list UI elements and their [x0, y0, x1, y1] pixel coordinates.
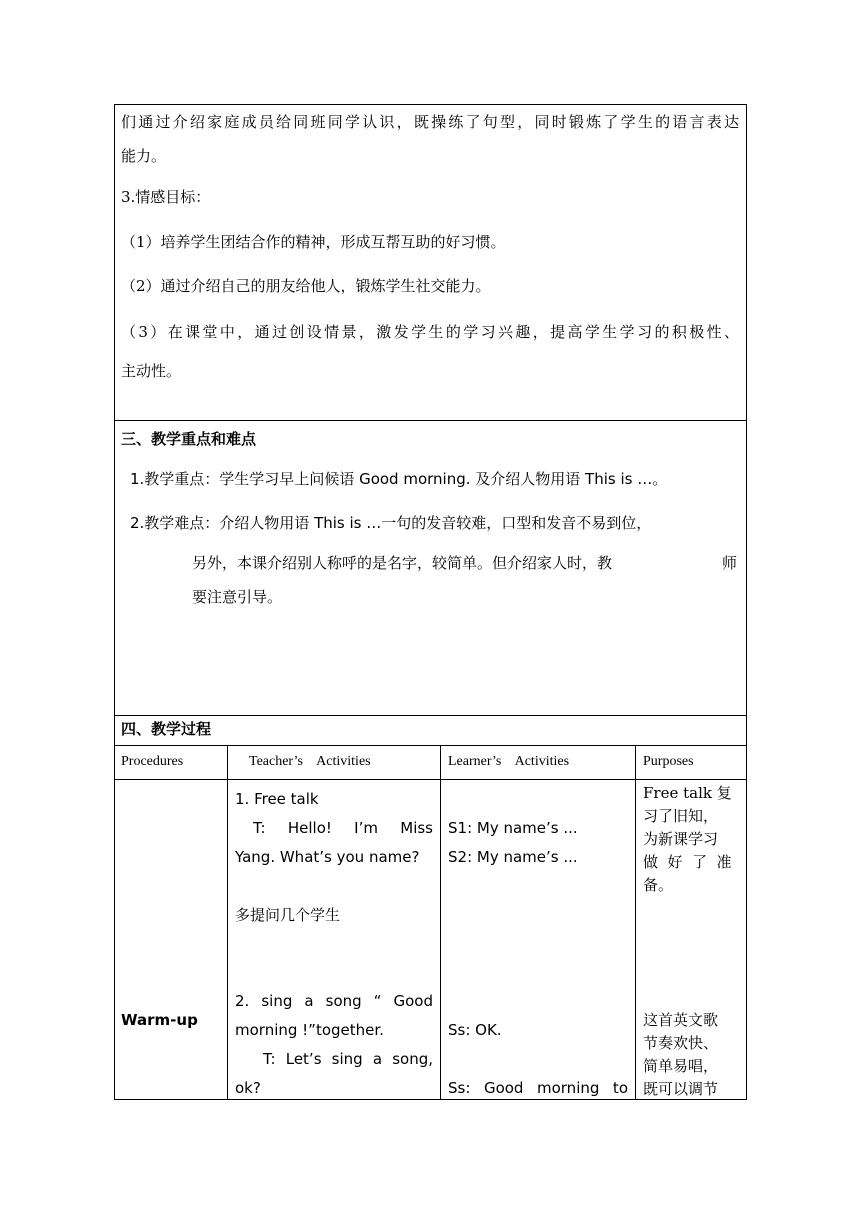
section3-point2-cont-line2: 要注意引导。: [192, 588, 283, 606]
purpose-line: 备。: [643, 876, 674, 894]
section3-point2-cont-a: 另外，本课介绍别人称呼的是名字，较简单。但介绍家人时，教: [192, 554, 613, 572]
teacher-line: 2. sing a song “ Good: [235, 992, 433, 1010]
teacher-line: T: Let’s sing a song,: [263, 1050, 433, 1068]
learner-line: Ss: OK.: [448, 1021, 502, 1039]
column-divider: [440, 745, 441, 1100]
table-header-divider: [114, 779, 747, 780]
teacher-line: 多提问几个学生: [235, 906, 341, 924]
section2-line1: 们通过介绍家庭成员给同班同学认识，既操练了句型，同时锻炼了学生的语言表达: [121, 113, 739, 131]
stage-warm-up: Warm-up: [121, 1011, 198, 1029]
section2-item3-line2: 主动性。: [121, 362, 182, 380]
purpose-line: 既可以调节: [643, 1080, 719, 1098]
learner-line: S2: My name’s ...: [448, 848, 578, 866]
section-divider: [114, 420, 747, 421]
section3-point2: 2.教学难点：介绍人物用语 This is …一句的发音较难，口型和发音不易到位，: [130, 514, 652, 532]
section2-heading: 3.情感目标：: [121, 188, 211, 206]
purpose-line: 为新课学习: [643, 830, 719, 848]
purpose-line: Free talk 复: [643, 784, 732, 802]
learner-line: S1: My name’s ...: [448, 819, 578, 837]
teacher-line: 1. Free talk: [235, 790, 319, 808]
section-divider: [114, 715, 747, 716]
column-divider: [227, 745, 228, 1100]
header-teacher-activities: Teacher’s Activities: [249, 754, 371, 769]
header-learner-activities: Learner’s Activities: [448, 754, 570, 769]
section3-title: 三、教学重点和难点: [121, 430, 257, 448]
section2-line2: 能力。: [121, 147, 167, 165]
section-divider: [114, 745, 747, 746]
section3-point1: 1.教学重点：学生学习早上问候语 Good morning. 及介绍人物用语 This is …。: [130, 470, 668, 488]
section2-item1: （1）培养学生团结合作的精神，形成互帮互助的好习惯。: [121, 233, 506, 251]
teacher-line: ok?: [235, 1079, 261, 1097]
purpose-line: 简单易唱，: [643, 1057, 719, 1075]
teacher-line: T: Hello! I’m Miss: [253, 819, 433, 837]
purpose-line: 这首英文歌: [643, 1011, 719, 1029]
purpose-line: 节奏欢快、: [643, 1034, 719, 1052]
teacher-line: Yang. What’s you name?: [235, 848, 420, 866]
section3-point2-cont-b: 师: [722, 554, 738, 572]
section4-title: 四、教学过程: [121, 720, 212, 738]
teacher-line: morning !”together.: [235, 1021, 384, 1039]
header-purposes: Purposes: [643, 754, 694, 769]
section2-item2: （2）通过介绍自己的朋友给他人，锻炼学生社交能力。: [121, 277, 491, 295]
purpose-line: 习了旧知，: [643, 807, 719, 825]
section2-item3-line1: （3）在课堂中，通过创设情景，激发学生的学习兴趣，提高学生学习的积极性、: [121, 323, 739, 341]
column-divider: [635, 745, 636, 1100]
header-procedures: Procedures: [121, 754, 184, 769]
purpose-line: 做 好 了 准: [643, 853, 732, 871]
learner-line: Ss: Good morning to: [448, 1079, 628, 1097]
